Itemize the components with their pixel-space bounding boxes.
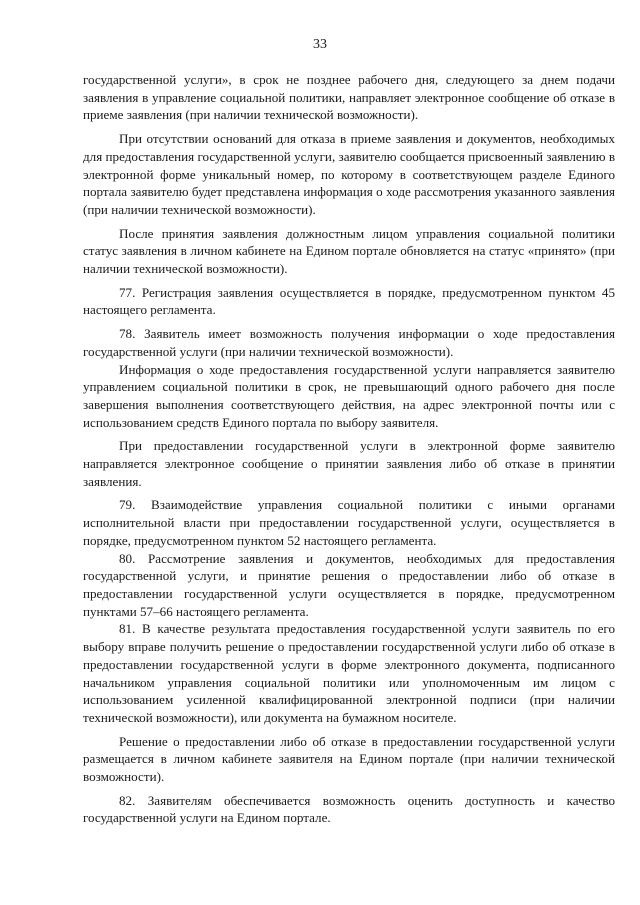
page-number: 33 [313, 37, 327, 52]
document-body [83, 71, 615, 827]
paragraph-80: 80. Рассмотрение заявления и документов, необходимых для предоставления государственной услуги, и принятие решения о предоставлении либо об отказе в предоставлении государственной услуги осуществляется в порядке, предусмотренном пунктами 57–66 настоящего регламента. [83, 550, 615, 619]
paragraph-electronic-notice: При предоставлении государственной услуги в электронной форме заявителю направляется электронное сообщение о принятии заявления либо об отказе в принятии заявления. [83, 438, 615, 489]
paragraph-progress-info: Информация о ходе предоставления государственной услуги направляется заявителю управлением социальной политики в срок, не превышающий одного рабочего дня после завершения выполнения соответствующего действия, на адрес электронной почты или с использованием средств Единого портала по выбору заявителя. [83, 361, 615, 430]
paragraph-82: 82. Заявителям обеспечивается возможность оценить доступность и качество государственной услуги на Едином портале. [83, 792, 615, 826]
paragraph-continuation: государственной услуги», в срок не позднее рабочего дня, следующего за днем подачи заявления в управление социальной политики, направляет электронное сообщение об отказе в приеме заявления (при наличии технической возможности). [83, 72, 615, 123]
paragraph-78: 78. Заявитель имеет возможность получения информации о ходе предоставления государственной услуги (при наличии технической возможности). [83, 326, 615, 359]
paragraph-77: 77. Регистрация заявления осуществляется в порядке, предусмотренном пунктом 45 настоящего регламента. [83, 284, 615, 318]
paragraph-81: 81. В качестве результата предоставления государственной услуги заявитель по его выбору вправе получить решение о предоставлении государственной услуги либо об отказе в предоставлении государственной услуги в форме электронного документа, подписанного начальником управления социальной политики или уполномоченным им лицом с использованием усиленной квалифицированной электронной подписи (при наличии технической возможности), или документа на бумажном носителе. [83, 621, 615, 725]
paragraph-status-accepted: После принятия заявления должностным лицом управления социальной политики статус заявления в личном кабинете на Едином портале обновляется на статус «принято» (при наличии технической возможности). [83, 225, 615, 277]
paragraph-79: 79. Взаимодействие управления социальной политики с иными органами исполнительной власти при предоставлении государственной услуги, осуществляется в порядке, предусмотренном пунктом 52 настоящего регламента. [83, 497, 615, 548]
paragraph-decision-placement: Решение о предоставлении либо об отказе в предоставлении государственной услуги размещается в личном кабинете заявителя на Едином портале (при наличии технической возможности). [83, 733, 615, 785]
paragraph-registration-number: При отсутствии оснований для отказа в приеме заявления и документов, необходимых для предоставления государственной услуги, заявителю сообщается присвоенный заявлению в электронной форме уникальный номер, по которому в соответствующем разделе Единого портала заявителю будет представлена информация о ходе рассмотрения указанного заявления (при наличии технической возможности). [83, 131, 615, 217]
